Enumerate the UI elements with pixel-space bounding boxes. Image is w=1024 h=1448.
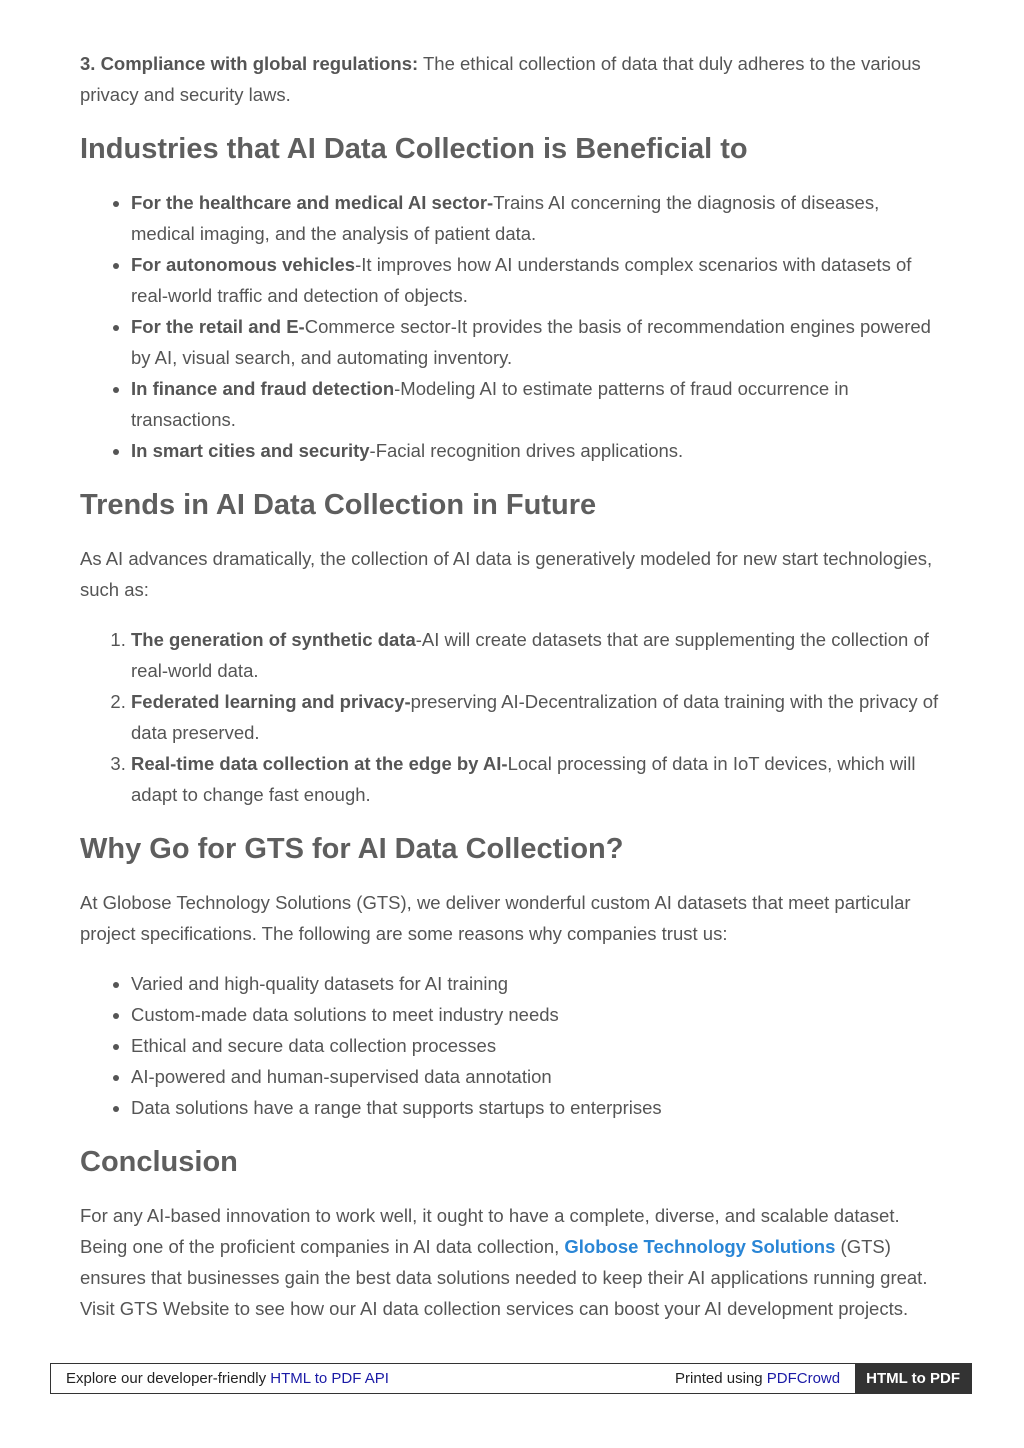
why-gts-heading: Why Go for GTS for AI Data Collection? xyxy=(80,833,624,865)
item-bold: For the retail and E- xyxy=(131,316,305,337)
visit-paragraph: Visit GTS Website to see how our AI data collection services can boost your AI development projects. xyxy=(80,1298,909,1319)
article-body xyxy=(80,48,946,1324)
industries-list xyxy=(80,187,946,466)
footer-printed-text: Printed using xyxy=(675,1370,767,1387)
item-bold: The generation of synthetic data xyxy=(131,629,416,650)
item-text: -Facial recognition drives applications. xyxy=(369,440,684,461)
footer-explore xyxy=(51,1370,675,1387)
list-item xyxy=(131,748,946,810)
list-item: • Data solutions have a range that supports startups to enterprises xyxy=(131,1092,946,1123)
item-text: preserving AI-Decentralization of data training with the privacy of data preserved. xyxy=(131,691,939,743)
html-to-pdf-badge[interactable]: HTML to PDF xyxy=(855,1364,971,1393)
list-item: • Custom-made data solutions to meet industry needs xyxy=(131,999,946,1030)
item-text: -AI will create datasets that are supplementing the collection of real-world data. xyxy=(131,629,929,681)
industries-heading: Industries that AI Data Collection is Beneficial to xyxy=(80,133,748,165)
conclusion-text-after: (GTS) ensures that businesses gain the best data solutions needed to keep their AI applications running great. xyxy=(80,1236,928,1288)
html-to-pdf-api-link[interactable]: HTML to PDF API xyxy=(270,1370,389,1387)
item-text: Trains AI concerning the diagnosis of diseases, medical imaging, and the analysis of patient data. xyxy=(131,192,880,244)
list-item: • Ethical and secure data collection processes xyxy=(131,1030,946,1061)
list-item xyxy=(131,624,946,686)
list-item xyxy=(131,311,946,373)
list-item xyxy=(131,373,946,435)
item-bold: Federated learning and privacy- xyxy=(131,691,411,712)
why-gts-list xyxy=(80,968,946,1123)
footer-printed xyxy=(675,1370,855,1387)
item-text: Commerce sector-It provides the basis of recommendation engines powered by AI, visual search, and automating inventory. xyxy=(131,316,931,368)
conclusion-text-before: For any AI-based innovation to work well, it ought to have a complete, diverse, and scalable dataset. Being one of the proficient companies in AI data collection, xyxy=(80,1205,900,1257)
item-bold: For autonomous vehicles xyxy=(131,254,356,275)
trends-heading: Trends in AI Data Collection in Future xyxy=(80,489,597,521)
item-text: -Modeling AI to estimate patterns of fraud occurrence in transactions. xyxy=(131,378,849,430)
pdfcrowd-footer-bar xyxy=(50,1363,972,1394)
footer-explore-text: Explore our developer-friendly xyxy=(66,1370,271,1387)
list-item xyxy=(131,435,946,466)
item-text: Local processing of data in IoT devices, which will adapt to change fast enough. xyxy=(131,753,916,805)
list-item: • AI-powered and human-supervised data annotation xyxy=(131,1061,946,1092)
compliance-label: 3. Compliance with global regulations: xyxy=(80,53,419,74)
pdfcrowd-link[interactable]: PDFCrowd xyxy=(766,1370,841,1387)
list-item: • Varied and high-quality datasets for AI training xyxy=(131,968,946,999)
trends-list xyxy=(80,624,946,810)
item-bold: In smart cities and security xyxy=(131,440,370,461)
gts-link[interactable]: Globose Technology Solutions xyxy=(564,1236,836,1257)
list-item xyxy=(131,686,946,748)
list-item xyxy=(131,249,946,311)
item-text: -It improves how AI understands complex scenarios with datasets of real-world traffic and detection of objects. xyxy=(131,254,912,306)
trends-intro: As AI advances dramatically, the collection of AI data is generatively modeled for new start technologies, such as: xyxy=(80,548,933,600)
item-bold: In finance and fraud detection xyxy=(131,378,395,399)
compliance-text: The ethical collection of data that duly adheres to the various privacy and security laws. xyxy=(80,53,921,105)
item-bold: For the healthcare and medical AI sector- xyxy=(131,192,494,213)
item-bold: Real-time data collection at the edge by AI- xyxy=(131,753,508,774)
conclusion-paragraph xyxy=(80,1200,946,1293)
list-item xyxy=(131,187,946,249)
conclusion-heading: Conclusion xyxy=(80,1146,238,1178)
why-gts-intro: At Globose Technology Solutions (GTS), we deliver wonderful custom AI datasets that meet particular project specifications. The following are some reasons why companies trust us: xyxy=(80,892,911,944)
compliance-paragraph xyxy=(80,48,946,110)
